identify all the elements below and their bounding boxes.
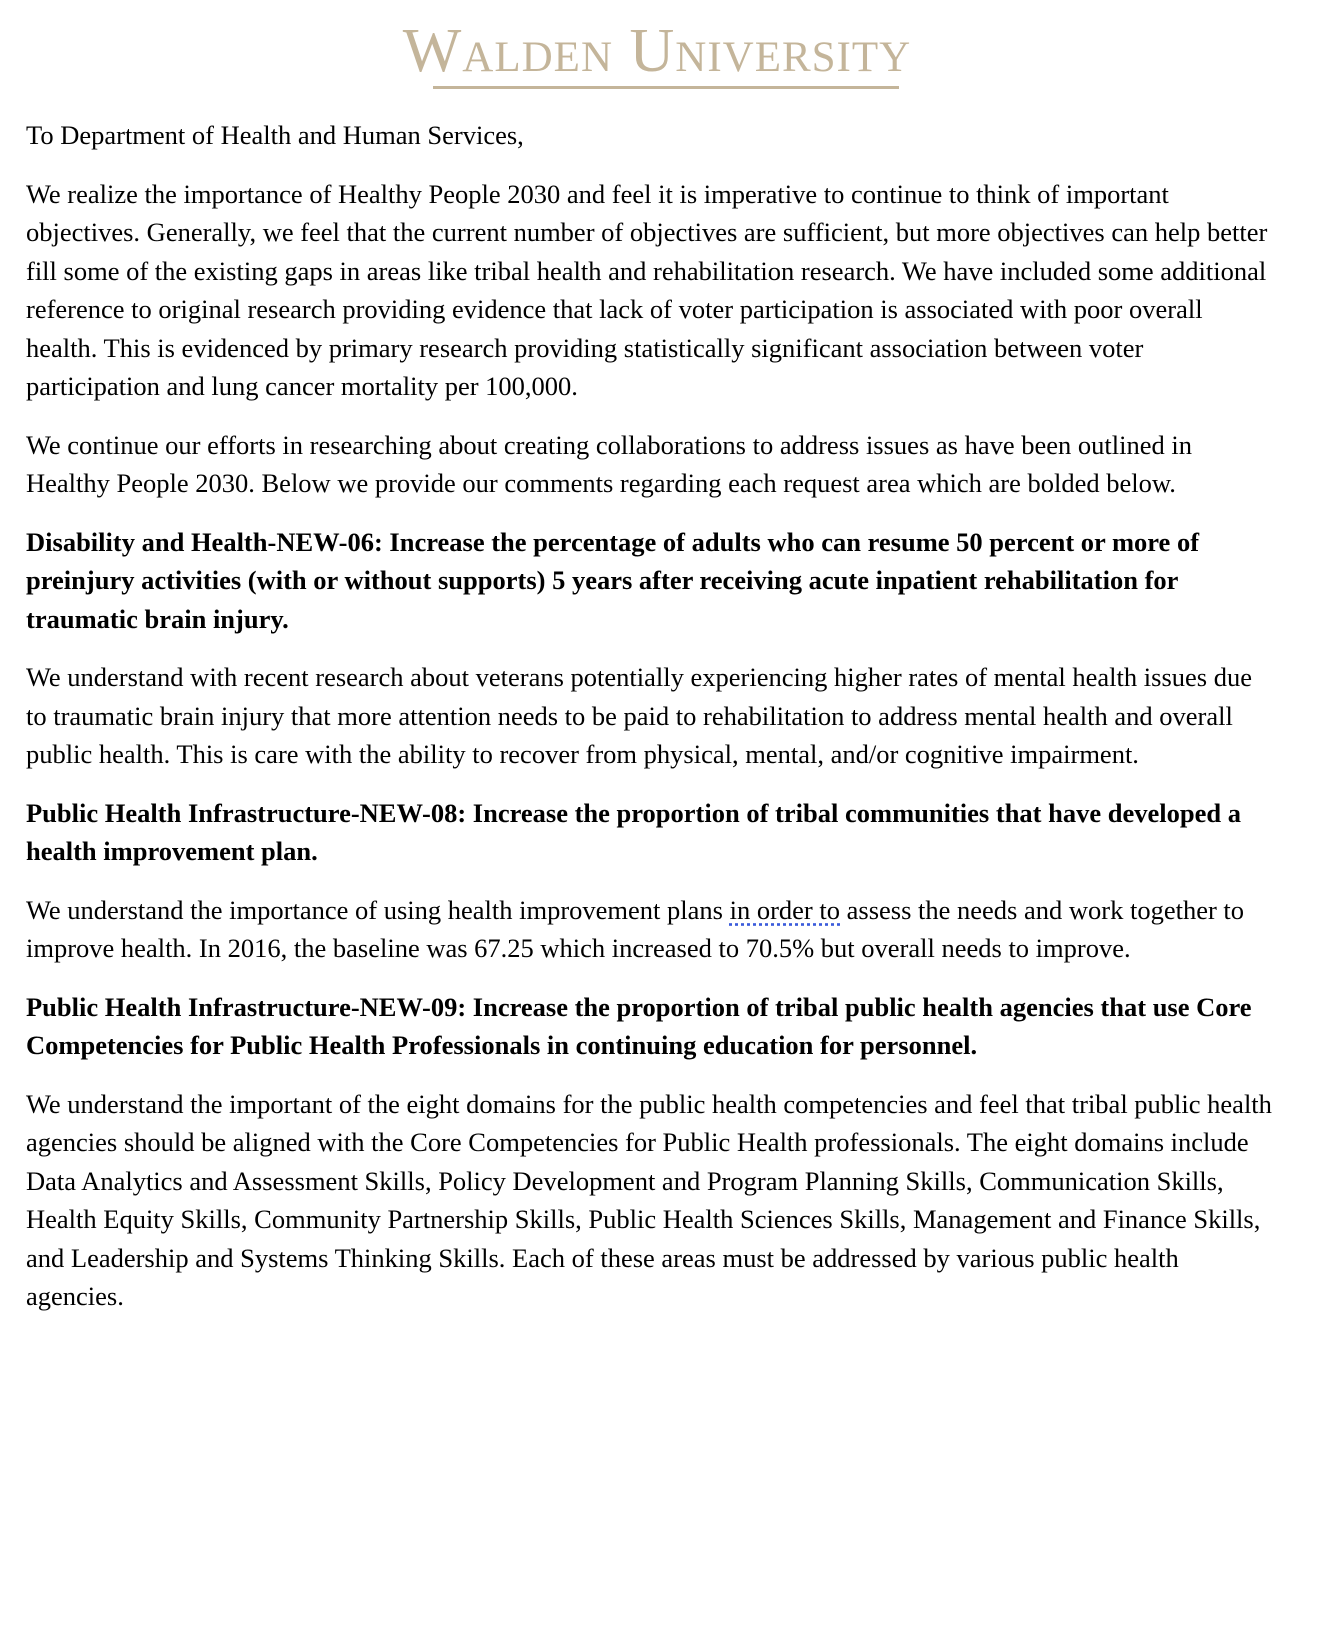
objective-disability-health-new-06: Disability and Health-NEW-06: Increase the percentage of adults who can resume 50 percent or more of preinjury activities (with or without supports) 5 years after receiving acute inpatient rehabilitation for traumatic brain injury. (26, 526, 1200, 634)
comment-disability-health-new-06: We understand with recent research about veterans potentially experiencing higher rates of mental health issues due to traumatic brain injury that more attention needs to be paid to rehabilitation to address mental health and overall public health. This is care with the ability to recover from physical, mental, and/or cognitive impairment. (26, 662, 1252, 769)
intro-paragraph-2: We continue our efforts in researching about creating collaborations to address issues as have been outlined in Healthy People 2030. Below we provide our comments regarding each request area which are bolded below. (26, 429, 1192, 498)
objective-public-health-infrastructure-new-08: Public Health Infrastructure-NEW-08: Increase the proportion of tribal communities that have developed a health improvement plan. (26, 797, 1241, 866)
letter-body (26, 116, 1272, 1316)
salutation: To Department of Health and Human Services, (26, 120, 524, 150)
intro-paragraph-1: We realize the importance of Healthy People 2030 and feel it is imperative to continue to think of important objectives. Generally, we feel that the current number of objectives are sufficient, but more objectives can help better fill some of the existing gaps in areas like tribal health and rehabilitation research. We have included some additional reference to original research providing evidence that lack of voter participation is associated with poor overall health. This is evidenced by primary research providing statistically significant association between voter participation and lung cancer mortality per 100,000. (26, 178, 1268, 401)
comment-public-health-infrastructure-new-08 (26, 891, 1272, 968)
objective-public-health-infrastructure-new-09: Public Health Infrastructure-NEW-09: Increase the proportion of tribal public health agencies that use Core Competencies for Public Health Professionals in continuing education for personnel. (26, 991, 1252, 1060)
university-logo (26, 18, 1272, 110)
grammar-flagged-phrase[interactable]: in order to (729, 894, 840, 925)
logo-text: Walden University (402, 17, 912, 85)
logo-underline (433, 86, 899, 89)
comment-public-health-infrastructure-new-09: We understand the important of the eight domains for the public health competencies and feel that tribal public health agencies should be aligned with the Core Competencies for Public Health professionals. The eight domains include Data Analytics and Assessment Skills, Policy Development and Program Planning Skills, Communication Skills, Health Equity Skills, Community Partnership Skills, Public Health Sciences Skills, Management and Finance Skills, and Leadership and Systems Thinking Skills. Each of these areas must be addressed by various public health agencies. (26, 1088, 1272, 1311)
logo-wordmark (403, 18, 911, 89)
comment-text-before: We understand the importance of using health improvement plans (26, 894, 730, 925)
comment-text-after: assess the needs and work together to improve health. In 2016, the baseline was 67.25 which increased to 70.5% but overall needs to improve. (26, 894, 1245, 963)
